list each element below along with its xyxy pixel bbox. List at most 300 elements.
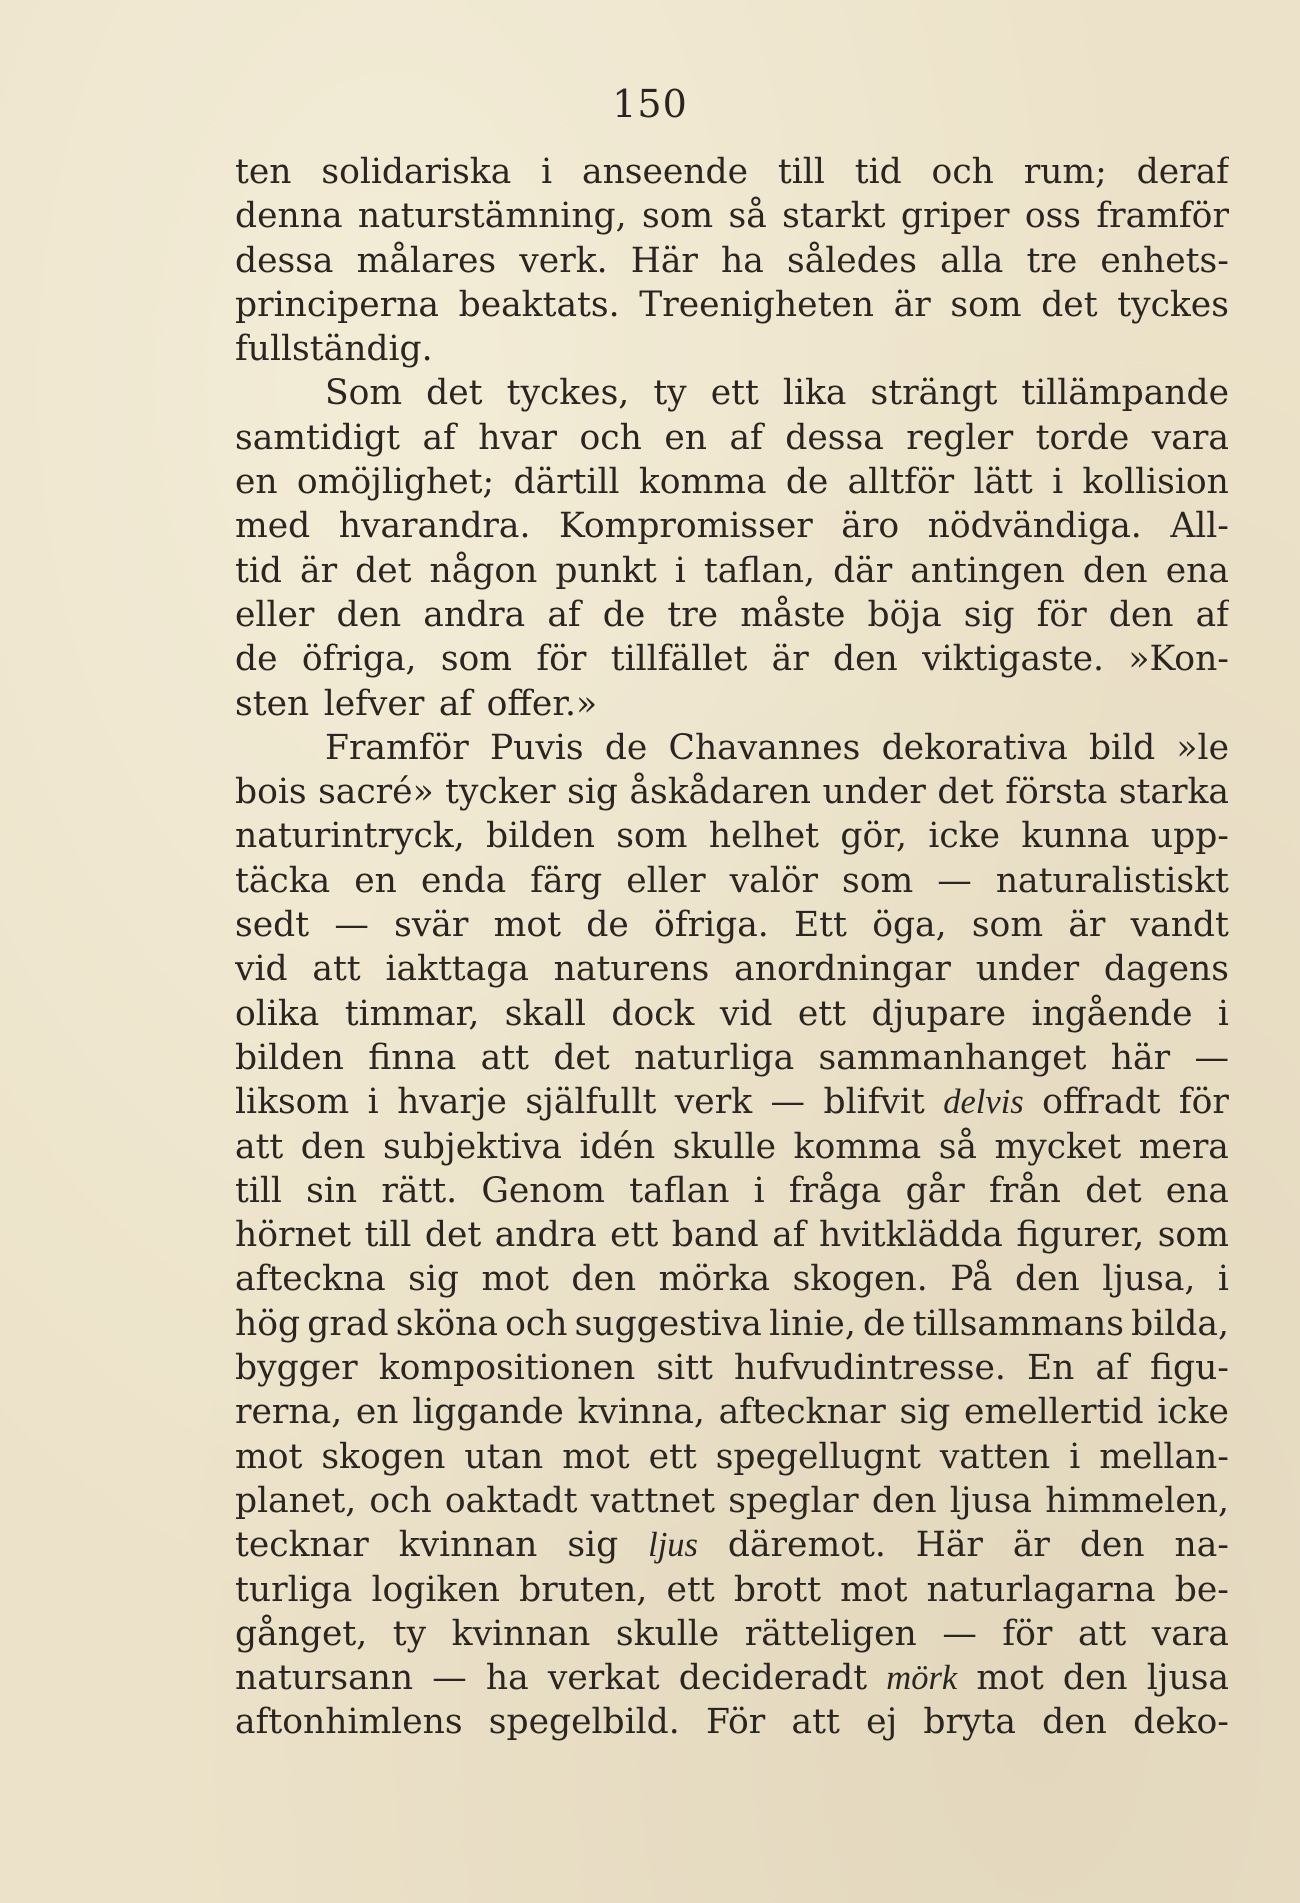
word: i	[1217, 993, 1229, 1034]
word: —	[937, 860, 972, 901]
emphasized-word: mörk	[886, 1659, 958, 1698]
word: ha	[485, 1658, 529, 1699]
word: verk	[674, 1082, 753, 1123]
word: sköna	[395, 1303, 498, 1344]
word: är	[771, 639, 809, 680]
word: sig	[408, 1259, 459, 1300]
word: aftonhimlens	[235, 1702, 463, 1743]
text-line	[235, 1390, 1229, 1434]
word: verk.	[519, 240, 608, 281]
word: Framför	[325, 727, 469, 768]
word: sedt	[235, 905, 310, 946]
text-line	[235, 1080, 1229, 1124]
word: fullständig.	[235, 329, 433, 370]
word: att	[312, 949, 361, 990]
text-line	[235, 947, 1229, 991]
word: målares	[356, 240, 497, 281]
word: bilden	[486, 816, 595, 857]
word: öfriga.	[654, 905, 769, 946]
word: hög	[235, 1303, 301, 1344]
word: Kompromisser	[558, 506, 813, 547]
word: för	[1036, 594, 1087, 635]
word: för	[1178, 1082, 1229, 1123]
word: nödvändiga.	[927, 506, 1142, 547]
word: en	[235, 462, 278, 503]
word: tre	[667, 594, 719, 635]
word: den	[833, 639, 898, 680]
word: är	[893, 284, 931, 325]
text-line	[235, 1568, 1229, 1612]
word: ten	[235, 152, 292, 192]
word: hvar	[478, 417, 558, 458]
word: en	[354, 860, 397, 901]
text-line	[235, 327, 1229, 371]
word: den	[1079, 1525, 1145, 1566]
word: öfriga,	[301, 639, 417, 680]
text-line	[235, 637, 1229, 681]
word: det	[1041, 284, 1098, 325]
word: olika	[235, 993, 320, 1034]
word: —	[770, 1082, 806, 1123]
word: mot	[493, 905, 561, 946]
word: emellertid	[964, 1392, 1144, 1433]
word: mycket	[994, 1126, 1122, 1167]
word: sitt	[656, 1348, 713, 1389]
word: ena	[1165, 1170, 1229, 1211]
word: skulle	[672, 1126, 777, 1167]
word: vatten	[939, 1436, 1051, 1477]
word: denna	[235, 196, 343, 237]
word: att	[480, 1037, 529, 1078]
word: speglar	[728, 1480, 859, 1521]
word: det	[553, 1037, 610, 1078]
word: så	[938, 1126, 977, 1167]
text-line	[235, 1700, 1229, 1744]
word: sin	[306, 1170, 358, 1211]
word: det	[937, 772, 994, 813]
word: eller	[626, 860, 706, 901]
word: —	[1194, 1037, 1229, 1078]
word: täcka	[235, 860, 331, 901]
word: komma	[793, 1126, 922, 1167]
word: första	[1005, 772, 1108, 813]
word: af	[772, 1215, 806, 1256]
word: taflan	[629, 1170, 730, 1211]
word: naturliga	[634, 1037, 795, 1078]
word: rätt.	[381, 1170, 458, 1211]
word: äro	[841, 506, 900, 547]
word: tillsammans	[912, 1303, 1124, 1344]
word: sig	[963, 594, 1015, 635]
word: sig	[567, 772, 618, 813]
word: ej	[866, 1702, 898, 1743]
text-line	[235, 150, 1229, 194]
text-line	[235, 1302, 1229, 1346]
word: ljusa	[949, 1480, 1032, 1521]
word: därtill	[513, 462, 620, 503]
word: från	[988, 1170, 1061, 1211]
text-line	[235, 1169, 1229, 1213]
word: sig	[567, 1525, 619, 1566]
text-line	[235, 283, 1229, 327]
word: Chavannes	[668, 727, 861, 768]
word: här	[1110, 1037, 1171, 1078]
word: —	[942, 1613, 977, 1654]
word: åskådaren	[629, 772, 811, 813]
word: grad	[307, 1303, 389, 1344]
word: således	[787, 240, 917, 281]
word: ena	[1165, 550, 1229, 591]
word: ljusa,	[1102, 1259, 1196, 1300]
word: till	[777, 152, 825, 192]
word: för	[1002, 1613, 1053, 1654]
word: den	[571, 1259, 637, 1300]
word: idén	[579, 1126, 656, 1167]
word: deraf	[1136, 152, 1229, 192]
word: det	[426, 373, 483, 414]
word: mera	[1138, 1126, 1229, 1167]
word: natursann	[235, 1658, 414, 1699]
word: bilden	[235, 1037, 344, 1078]
word: som	[842, 860, 914, 901]
word: så	[728, 196, 767, 237]
word: viktigaste.	[922, 639, 1105, 680]
word: är	[1068, 905, 1106, 946]
word: sacré»	[318, 772, 434, 813]
word: sammanhanget	[818, 1037, 1087, 1078]
word: Ett	[794, 905, 847, 946]
word: helhet	[708, 816, 820, 857]
word: att	[235, 1126, 284, 1167]
text-line	[235, 239, 1229, 283]
word: vattnet	[590, 1480, 716, 1521]
text-line	[235, 992, 1229, 1036]
emphasized-word: ljus	[648, 1526, 698, 1565]
word: gånget,	[235, 1613, 368, 1654]
text-line	[235, 682, 1229, 726]
word: i	[1217, 1259, 1229, 1300]
word: som	[641, 196, 714, 237]
word: de	[785, 462, 829, 503]
word: där	[833, 550, 893, 591]
word: vara	[1151, 417, 1229, 458]
word: någon	[429, 550, 538, 591]
word: naturens	[553, 949, 710, 990]
word: ljusa	[1146, 1658, 1229, 1699]
word: bygger	[235, 1348, 358, 1389]
word: —	[432, 1658, 467, 1699]
word: framför	[1096, 196, 1229, 237]
word: däremot.	[727, 1525, 886, 1566]
word: färg	[530, 860, 603, 901]
text-line	[235, 593, 1229, 637]
word: Här	[915, 1525, 983, 1566]
word: spegellugnt	[715, 1436, 921, 1477]
word: starka	[1118, 772, 1229, 813]
word: böja	[867, 594, 942, 635]
word: anordningar	[734, 949, 951, 990]
word: är	[300, 550, 338, 591]
word: deko-	[1133, 1702, 1229, 1743]
word: utan	[464, 1436, 544, 1477]
word: det	[424, 1215, 482, 1256]
emphasized-word: delvis	[943, 1083, 1024, 1122]
word: enda	[420, 860, 507, 901]
word: upp-	[1150, 816, 1229, 857]
word: punkt	[555, 550, 657, 591]
text-line	[235, 726, 1229, 770]
word: det	[355, 550, 412, 591]
word: de	[235, 639, 278, 680]
word: oss	[1024, 196, 1082, 237]
word: linie,	[769, 1303, 856, 1344]
word: turliga	[235, 1569, 353, 1610]
word: afteckna	[235, 1259, 386, 1300]
word: naturlagarna	[926, 1569, 1156, 1610]
word: af	[729, 417, 763, 458]
word: som	[950, 284, 1022, 325]
word: tillfället	[610, 639, 748, 680]
text-line	[235, 1435, 1229, 1479]
word: liggande	[412, 1392, 564, 1433]
word: skogen	[321, 1436, 446, 1477]
word: subjektiva	[383, 1126, 562, 1167]
word: ett	[648, 1436, 697, 1477]
word: »le	[1176, 727, 1229, 768]
word: i	[541, 152, 553, 192]
word: naturintryck,	[235, 816, 465, 857]
text-line	[235, 1479, 1229, 1523]
word: icke	[1157, 1392, 1229, 1433]
body-text	[235, 150, 1229, 1745]
word: lätt	[973, 462, 1033, 503]
word: af	[438, 683, 473, 724]
word: finna	[368, 1037, 457, 1078]
word: ty	[392, 1613, 427, 1654]
word: figu-	[1149, 1348, 1229, 1389]
word: de	[604, 727, 648, 768]
word: den	[1108, 594, 1174, 635]
word: kollision	[1082, 462, 1229, 503]
word: be-	[1174, 1569, 1229, 1610]
word: de	[586, 905, 629, 946]
text-line	[235, 1125, 1229, 1169]
word: bilda,	[1131, 1303, 1229, 1344]
word: komma	[638, 462, 767, 503]
word: planet,	[235, 1480, 357, 1521]
word: mörka	[658, 1259, 771, 1300]
word: spegelbild.	[488, 1702, 680, 1743]
word: antingen	[910, 550, 1065, 591]
word: en	[664, 417, 707, 458]
word: mot	[562, 1436, 630, 1477]
word: taflan,	[703, 550, 816, 591]
word: ett	[710, 373, 759, 414]
word: aftecknar	[718, 1392, 886, 1433]
word: hvarandra.	[338, 506, 531, 547]
word: mot	[976, 1658, 1044, 1699]
word: na-	[1174, 1525, 1229, 1566]
word: mellan-	[1099, 1436, 1229, 1477]
word: bryta	[923, 1702, 1016, 1743]
word: oaktadt	[444, 1480, 578, 1521]
text-line	[235, 1036, 1229, 1080]
word: de	[602, 594, 646, 635]
word: blifvit	[823, 1082, 925, 1123]
text-line	[235, 460, 1229, 504]
word: brott	[733, 1569, 821, 1610]
word: dessa	[235, 240, 334, 281]
word: tid	[235, 550, 282, 591]
word: bois	[235, 772, 307, 813]
text-line	[235, 1612, 1229, 1656]
word: i	[1052, 462, 1064, 503]
word: alltför	[847, 462, 955, 503]
word: bild	[1088, 727, 1156, 768]
word: tyckes	[1117, 284, 1229, 325]
word: vid	[719, 993, 773, 1034]
word: under	[975, 949, 1080, 990]
word: och	[369, 1480, 432, 1521]
word: tillämpande	[1021, 373, 1229, 414]
word: beaktats.	[458, 284, 620, 325]
word: vara	[1151, 1613, 1229, 1654]
word: decideradt	[678, 1658, 868, 1699]
word: ty	[653, 373, 687, 414]
word: alla	[940, 240, 1004, 281]
word: griper	[900, 196, 1010, 237]
word: naturalistiskt	[995, 860, 1229, 901]
word: kvinna,	[577, 1392, 705, 1433]
word: och	[579, 417, 642, 458]
word: figurer,	[1016, 1215, 1145, 1256]
word: samtidigt	[235, 417, 400, 458]
word: vandt	[1130, 905, 1229, 946]
word: torde	[1035, 417, 1130, 458]
word: af	[547, 594, 581, 635]
word: andra	[494, 1215, 597, 1256]
word: gör,	[840, 816, 907, 857]
word: skogen.	[792, 1259, 928, 1300]
word: som	[440, 639, 513, 680]
word: icke	[928, 816, 1001, 857]
word: vid	[235, 949, 288, 990]
word: Puvis	[489, 727, 584, 768]
word: suggestiva	[574, 1303, 762, 1344]
word: omöjlighet;	[296, 462, 495, 503]
word: ett	[666, 1569, 715, 1610]
word: »Kon-	[1128, 639, 1229, 680]
word: eller	[235, 594, 315, 635]
word: För	[705, 1702, 766, 1743]
word: Här	[630, 240, 698, 281]
word: och	[931, 152, 994, 192]
word: starkt	[782, 196, 886, 237]
word: den	[1062, 1658, 1128, 1699]
word: den	[1082, 550, 1148, 591]
word: tycker	[445, 772, 556, 813]
word: dock	[611, 993, 695, 1034]
word: strängt	[870, 373, 998, 414]
word: principerna	[235, 284, 439, 325]
text-line	[235, 371, 1229, 415]
word: som	[971, 905, 1044, 946]
word: offer.»	[486, 683, 598, 724]
word: iakttaga	[385, 949, 529, 990]
page-number: 150	[612, 82, 688, 126]
word: En	[1026, 1348, 1075, 1389]
word: med	[235, 506, 311, 547]
word: naturstämning,	[357, 196, 627, 237]
word: solidariska	[321, 152, 512, 192]
word: liksom	[235, 1082, 350, 1123]
word: band	[671, 1215, 759, 1256]
word: Treenigheten	[639, 284, 875, 325]
word: valör	[729, 860, 819, 901]
word: till	[235, 1170, 282, 1211]
word: den	[871, 1480, 937, 1521]
text-line	[235, 814, 1229, 858]
word: verkat	[547, 1658, 660, 1699]
word: den	[1014, 1259, 1080, 1300]
text-line	[235, 903, 1229, 947]
word: som	[1157, 1215, 1229, 1256]
word: att	[791, 1702, 840, 1743]
word: af	[1195, 594, 1229, 635]
word: den	[1042, 1702, 1107, 1743]
text-line	[235, 194, 1229, 238]
word: anseende	[582, 152, 749, 192]
word: tre	[1026, 240, 1078, 281]
word: skulle	[615, 1613, 720, 1654]
word: hvitklädda	[819, 1215, 1003, 1256]
word: det	[1085, 1170, 1142, 1211]
word: som	[616, 816, 688, 857]
word: offradt	[1042, 1082, 1161, 1123]
word: den	[300, 1126, 366, 1167]
word: dessa	[785, 417, 884, 458]
word: ingående	[1031, 993, 1193, 1034]
word: Som	[325, 373, 403, 414]
word: i	[1069, 1436, 1081, 1477]
text-line	[235, 1257, 1229, 1301]
text-line	[235, 1656, 1229, 1700]
word: kvinnan	[451, 1613, 591, 1654]
word: hufvudintresse.	[734, 1348, 1006, 1389]
word: andra	[423, 594, 526, 635]
word: dagens	[1103, 949, 1229, 990]
word: djupare	[871, 993, 1007, 1034]
word: dekorativa	[881, 727, 1068, 768]
word: i	[753, 1170, 765, 1211]
text-line	[235, 504, 1229, 548]
word: tyckes,	[506, 373, 630, 414]
word: under	[822, 772, 926, 813]
word: mot	[481, 1259, 549, 1300]
text-line	[235, 1346, 1229, 1390]
word: ett	[797, 993, 847, 1034]
word: för	[536, 639, 587, 680]
text-line	[235, 1523, 1229, 1567]
text-line	[235, 549, 1229, 593]
word: svär	[394, 905, 469, 946]
word: sten	[235, 683, 310, 724]
word: är	[1012, 1525, 1050, 1566]
word: den	[336, 594, 402, 635]
word: en	[355, 1392, 399, 1433]
word: själfullt	[525, 1082, 657, 1123]
word: tecknar	[235, 1525, 369, 1566]
